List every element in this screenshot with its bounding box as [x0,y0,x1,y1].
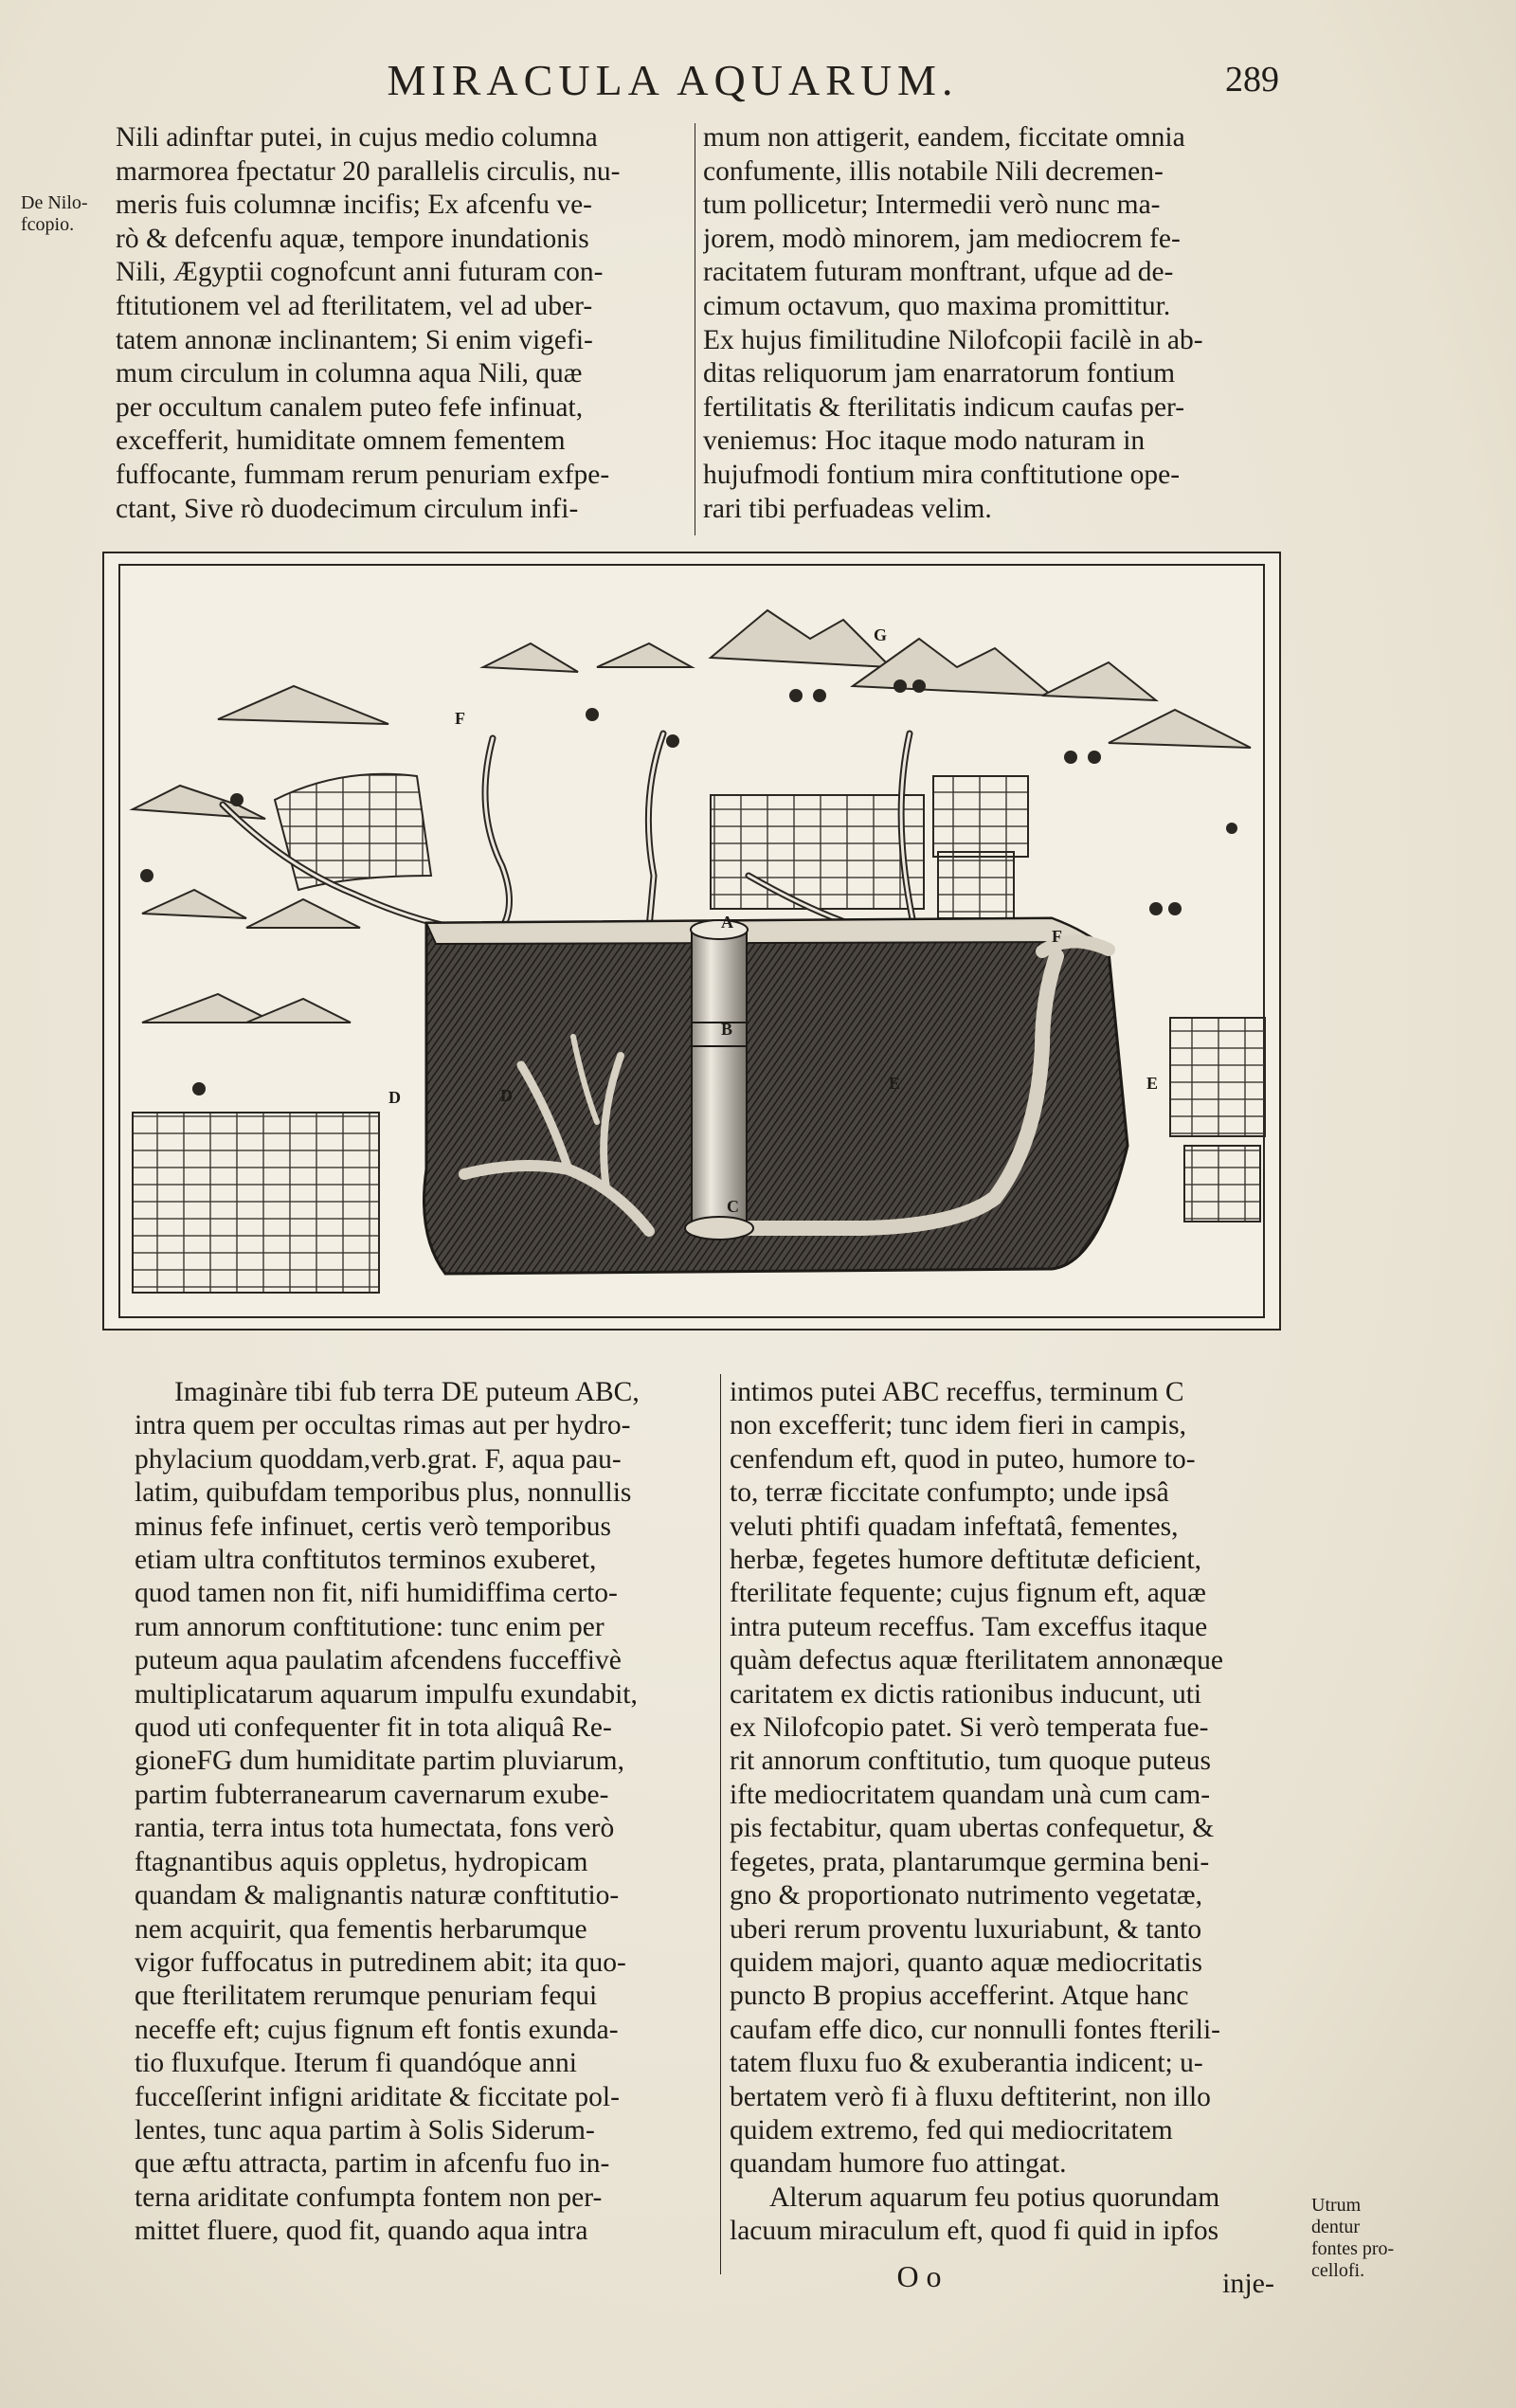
text-line: Imaginàre tibi fub terra DE puteum ABC, [174,1377,640,1407]
well-shaft [685,920,753,1240]
text-line: quidem extremo, fed qui mediocritatem [730,2114,1173,2145]
text-line: puncto B propius accefferint. Atque hanc [730,1981,1189,2012]
text-line: gno & proportionato nutrimento vegetatæ, [730,1880,1202,1911]
text-line: bertatem verò fi à fluxu deftiterint, non illo [730,2081,1211,2112]
text-line: terna ariditate confumpta fontem non per- [135,2182,603,2213]
text-line: intimos putei ABC receffus, terminum C [730,1377,1184,1407]
text-line: Ex hujus fimilitudine Nilofcopii facilè in ab- [703,324,1203,355]
label-a: A [721,913,733,932]
text-line: etiam ultra conftitutos terminos exuberet, [135,1545,597,1576]
text-line: intra quem per occultas rimas aut per hydro- [135,1410,631,1441]
text-line: rantia, terra intus tota humectata, fons verò [135,1813,615,1844]
text-line: ifte mediocritatem quandam unà cum cam- [730,1779,1211,1810]
text-line: Alterum aquarum feu potius quorundam [769,2182,1220,2213]
margin-note-fontes [1311,2195,1394,2282]
text-line: herbæ, fegetes humore deftitutæ deficient, [730,1545,1202,1576]
label-e-outer: E [1146,1074,1159,1093]
text-line: quidem majori, quanto aquæ mediocritatis [730,1946,1202,1978]
text-line: hujufmodi fontium mira conftitutione ope- [703,459,1181,490]
label-e-inner: E [889,1074,901,1093]
text-line: ditas reliquorum jam enarratorum fontium [703,358,1176,389]
text-line: quod tamen non fit, nifi humidiffima certo- [135,1578,618,1609]
margin-note-line: De Nilo- [21,192,88,213]
text-line: Nili adinftar putei, in cujus medio columna [116,122,598,153]
label-d-outer: D [388,1088,401,1107]
text-line: uberi rerum proventu luxuriabunt, & tanto [730,1913,1202,1945]
text-line: fterilitate fequente; cujus fignum eft, aquæ [730,1578,1206,1609]
text-line: quandam humore fuo attingat. [730,2148,1067,2180]
text-line: mum non attigerit, eandem, ficcitate omnia [703,122,1185,153]
label-g: G [874,625,888,644]
text-line: per occultum canalem puteo fefe infinuat, [116,391,584,423]
text-line: rit annorum conftitutio, tum quoque puteus [730,1746,1211,1777]
text-line: mum circulum in columna aqua Nili, quæ [116,358,583,389]
text-line: veluti phtifi quadam infeftatâ, fementes, [730,1511,1179,1542]
label-b: B [721,1020,733,1039]
text-line: minus fefe infinuet, certis verò temporibus [135,1511,611,1542]
text-line: lentes, tunc aqua partim à Solis Siderum- [135,2114,595,2145]
text-line: partim fubterranearum cavernarum exube- [135,1779,609,1810]
label-f-upper: F [455,709,465,728]
bottom-left-column [135,1376,711,2249]
running-head-title: MIRACULA AQUARUM. [387,56,959,104]
text-line: que æftu attracta, partim in afcenfu fuo in- [135,2148,610,2180]
text-line: neceffe eft; cujus fignum eft fontis exunda- [135,2014,619,2045]
text-line: meris fuis columnæ incifis; Ex afcenfu ve- [116,190,592,221]
text-line: tatem annonæ inclinantem; Si enim vigefi- [116,324,593,355]
text-line: confumente, illis notabile Nili decremen- [703,155,1164,187]
top-left-column [116,121,686,526]
text-line: ctant, Sive rò duodecimum circulum infi- [116,493,579,524]
text-line: rari tibi perfuadeas velim. [703,493,992,524]
text-line: gioneFG dum humiditate partim pluviarum, [135,1746,624,1777]
engraving-illustration [104,553,1279,1329]
text-line: Nili, Ægyptii cognofcunt anni futuram con- [116,257,604,288]
margin-note-nilometer [21,192,88,236]
page-number: 289 [1225,60,1279,100]
text-line: tum pollicetur; Intermedii verò nunc ma- [703,190,1161,221]
text-line: vigor fuffocatus in putredinem abit; ita quo- [135,1946,626,1978]
text-line: ftagnantibus aquis oppletus, hydropicam [135,1846,588,1877]
text-line: pis fectabitur, quam ubertas confequetur, & [730,1813,1215,1844]
text-line: tio fluxufque. Iterum fi quandóque anni [135,2048,577,2079]
text-line: lacuum miraculum eft, quod fi quid in ipfos [730,2216,1219,2247]
signature-mark: O o [896,2259,942,2293]
text-line: excefferit, humiditate omnem fementem [116,425,566,457]
text-line: jorem, modò minorem, jam mediocrem fe- [703,223,1181,254]
text-line: fertilitatis & fterilitatis indicum caufas per- [703,391,1185,423]
text-line: intra puteum receffus. Tam exceffus itaque [730,1611,1208,1642]
text-line: fegetes, prata, plantarumque germina beni- [730,1846,1210,1877]
text-line: rò & defcenfu aquæ, tempore inundationis [116,223,589,254]
text-line: cenfendum eft, quod in puteo, humore to- [730,1443,1196,1475]
text-line: quandam & malignantis naturæ conftitutio- [135,1880,620,1911]
bottom-right-column [730,1376,1303,2249]
text-line: fuffocante, fummam rerum penuriam exfpe- [116,459,610,490]
margin-note-line: fontes pro- [1311,2238,1395,2259]
margin-note-line: cellofi. [1311,2260,1365,2281]
text-line: phylacium quoddam,verb.grat. F, aqua pau- [135,1443,622,1475]
column-rule-bottom [720,1374,721,2274]
label-c: C [727,1197,739,1216]
text-line: racitatem futuram monftrant, ufque ad de- [703,257,1174,288]
text-line: veniemus: Hoc itaque modo naturam in [703,425,1146,457]
text-line: fucceſſerint infigni ariditate & ficcitate pol- [135,2081,620,2112]
margin-note-line: dentur [1311,2217,1361,2237]
margin-note-line: Utrum [1311,2195,1362,2216]
engraving-figure [102,552,1281,1331]
text-line: quod uti confequenter fit in tota aliquâ Re- [135,1712,612,1744]
text-line: multiplicatarum aquarum impulfu exundabit, [135,1678,638,1710]
text-line: nem acquirit, qua fementis herbarumque [135,1913,587,1945]
text-line: ex Nilofcopio patet. Si verò temperata fue- [730,1712,1209,1744]
text-line: caritatem ex dictis rationibus inducunt, uti [730,1678,1202,1710]
text-line: caufam effe dico, cur nonnulli fontes fterili- [730,2014,1220,2045]
text-line: marmorea fpectatur 20 parallelis circulis, nu- [116,155,621,187]
text-line: to, terræ ficcitate confumpto; unde ipsâ [730,1477,1169,1509]
label-f-lower: F [1052,927,1062,946]
top-right-column [703,121,1275,526]
text-line: que fterilitatem rerumque penuriam fequi [135,1981,598,2012]
earth-cross-section [424,918,1128,1274]
margin-note-line: fcopio. [21,214,75,235]
text-line: quàm defectus aquæ fterilitatem annonæque [730,1645,1224,1676]
text-line: ftitutionem vel ad fterilitatem, vel ad uber- [116,290,593,321]
label-d-inner: D [500,1086,513,1105]
text-line: cimum octavum, quo maxima promittitur. [703,290,1171,321]
text-line: rum annorum conftitutione: tunc enim per [135,1611,605,1642]
text-line: puteum aqua paulatim afcendens fucceffivè [135,1645,622,1676]
catchword: inje- [1222,2268,1274,2299]
text-line: mittet fluere, quod fit, quando aqua intra [135,2216,588,2247]
text-line: latim, quibufdam temporibus plus, nonnullis [135,1477,632,1509]
text-line: tatem fluxu fuo & exuberantia indicent; u- [730,2048,1203,2079]
text-line: non excefferit; tunc idem fieri in campis, [730,1410,1186,1441]
